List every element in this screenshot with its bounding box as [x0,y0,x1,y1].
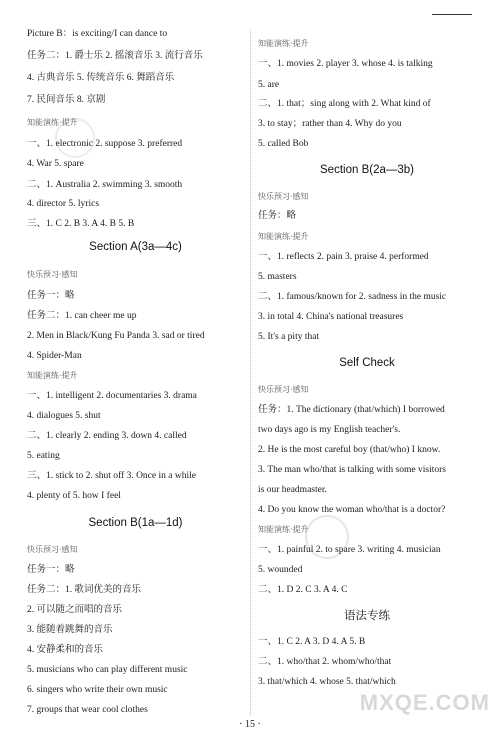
answer-line: 二、1. that；sing along with 2. What kind of [258,99,431,109]
answer-line: 5. are [258,80,280,90]
answer-line: 6. singers who write their own music [27,685,168,695]
answer-line: is our headmaster. [258,485,327,495]
answer-line: 4. 安静柔和的音乐 [27,645,104,655]
answer-line: 任务：1. The dictionary (that/which) I borrowed [258,405,445,415]
section-heading: Self Check [339,357,395,369]
answer-line: 二、1. who/that 2. whom/who/that [258,657,392,667]
subsection-label: 知能演练·提升 [258,232,309,241]
answer-line: Picture B：is exciting/I can dance to [27,29,168,39]
answer-line: 一、1. intelligent 2. documentaries 3. drama [27,391,197,401]
answer-line: 3. that/which 4. whose 5. that/which [258,677,396,687]
answer-line: 2. Men in Black/Kung Fu Panda 3. sad or tired [27,331,205,341]
answer-line: 4. War 5. spare [27,159,84,169]
answer-line: 任务一：略 [27,291,75,301]
answer-line: 三、1. C 2. B 3. A 4. B 5. B [27,219,135,229]
answer-line: 5. wounded [258,565,303,575]
answer-line: 二、1. D 2. C 3. A 4. C [258,585,348,595]
subsection-label: 知能演练·提升 [27,371,78,380]
answer-line: 二、1. clearly 2. ending 3. down 4. called [27,431,187,441]
subsection-label: 知能演练·提升 [258,39,309,48]
answer-line: 4. plenty of 5. how I feel [27,491,121,501]
answer-line: 2. 可以随之而唱的音乐 [27,605,123,615]
answer-line: 任务二：1. 爵士乐 2. 摇滚音乐 3. 流行音乐 [27,51,203,61]
subsection-label: 知能演练·提升 [258,525,309,534]
answer-line: 一、1. C 2. A 3. D 4. A 5. B [258,637,366,647]
answer-line: 3. in total 4. China's national treasures [258,312,404,322]
answer-line: 任务一：略 [27,565,75,575]
subsection-label: 快乐预习·感知 [27,545,78,554]
answer-line: 4. dialogues 5. shut [27,411,101,421]
answer-line: 7. 民间音乐 8. 京剧 [27,95,106,105]
answer-line: 4. Spider-Man [27,351,82,361]
answer-line: 5. It's a pity that [258,332,320,342]
subsection-label: 快乐预习·感知 [258,192,309,201]
subsection-label: 快乐预习·感知 [27,270,78,279]
top-rule [432,14,472,15]
section-heading: Section B(2a—3b) [320,164,414,176]
answer-line: 3. 能随着跳舞的音乐 [27,625,113,635]
answer-line: 三、1. stick to 2. shut off 3. Once in a while [27,471,196,481]
subsection-label: 知能演练·提升 [27,118,78,127]
answer-line: 5. called Bob [258,139,309,149]
answer-line: two days ago is my English teacher's. [258,425,401,435]
section-heading: 语法专练 [344,610,390,622]
answer-line: 任务二：1. can cheer me up [27,311,137,321]
subsection-label: 快乐预习·感知 [258,385,309,394]
answer-line: 5. eating [27,451,60,461]
watermark-text: MXQE.COM [359,690,490,715]
answer-line: 5. musicians who can play different music [27,665,188,675]
section-heading: Section A(3a—4c) [89,241,182,253]
answer-line: 4. Do you know the woman who/that is a doctor? [258,505,446,515]
answer-line: 3. to stay；rather than 4. Why do you [258,119,402,129]
answer-line: 3. The man who/that is talking with some visitors [258,465,446,475]
answer-line: 任务二：1. 歌词优美的音乐 [27,585,142,595]
page-number: · 15 · [239,719,261,730]
section-heading: Section B(1a—1d) [88,517,183,529]
column-divider [250,30,251,715]
answer-line: 一、1. movies 2. player 3. whose 4. is talking [258,59,433,69]
answer-line: 任务：略 [258,211,297,221]
answer-line: 4. director 5. lyrics [27,199,100,209]
answer-line: 二、1. famous/known for 2. sadness in the music [258,292,447,302]
answer-line: 二、1. Australia 2. swimming 3. smooth [27,180,183,190]
answer-line: 4. 古典音乐 5. 传统音乐 6. 舞蹈音乐 [27,73,175,83]
answer-line: 一、1. painful 2. to spare 3. writing 4. musician [258,545,441,555]
answer-line: 一、1. reflects 2. pain 3. praise 4. performed [258,252,429,262]
answer-line: 2. He is the most careful boy (that/who) I know. [258,445,441,455]
answer-line: 5. masters [258,272,297,282]
answer-line: 一、1. electronic 2. suppose 3. preferred [27,139,183,149]
answer-line: 7. groups that wear cool clothes [27,705,148,715]
